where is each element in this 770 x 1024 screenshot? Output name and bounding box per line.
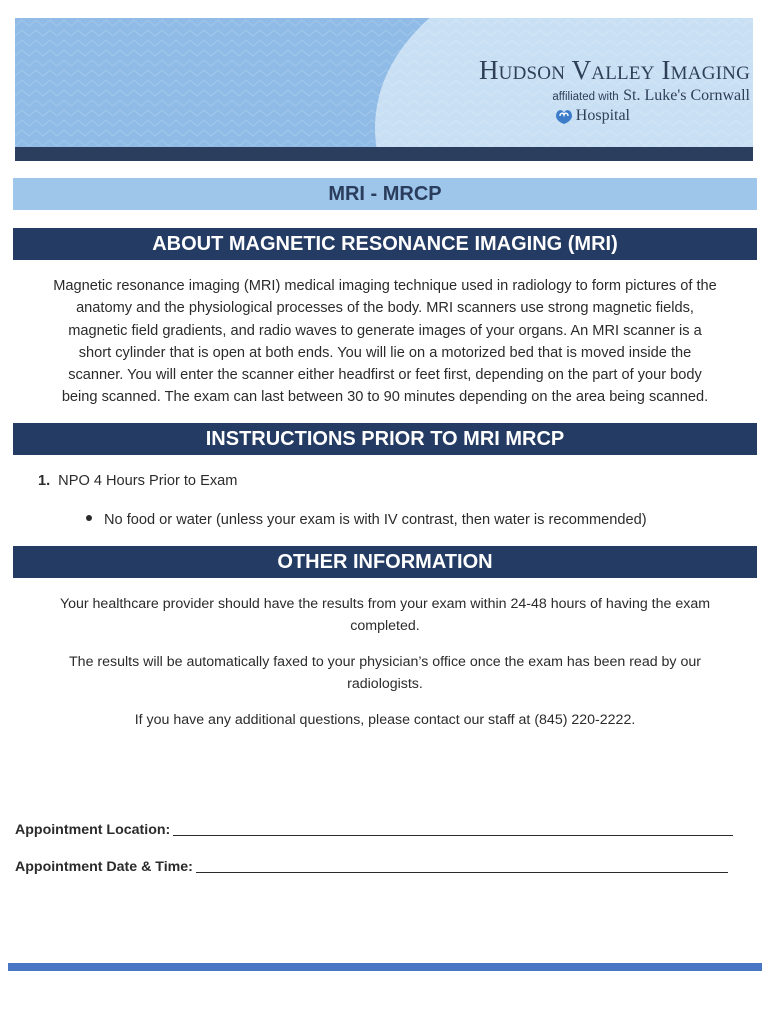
instruction-item <box>38 471 237 491</box>
hospital-word: Hospital <box>575 107 630 124</box>
other-paragraph-results <box>13 593 757 637</box>
other-line: The results will be automatically faxed to your physician’s office once the exam has been read by our <box>69 654 701 670</box>
about-line: anatomy and the physiological processes of the body. MRI scanners use strong magnetic fields, <box>76 300 694 317</box>
other-line: radiologists. <box>347 676 423 692</box>
appointment-datetime-label: Appointment Date & Time: <box>15 859 193 875</box>
other-paragraph-contact <box>13 709 757 731</box>
footer-bar <box>8 963 762 971</box>
instruction-number: 1. <box>38 473 51 489</box>
appointment-datetime-field[interactable] <box>196 872 728 873</box>
affiliation-hospital-line2 <box>410 106 750 126</box>
document-title: MRI - MRCP <box>328 183 442 205</box>
other-line: If you have any additional questions, please contact our staff at (845) 220-2222. <box>134 712 636 728</box>
affiliation-hospital: St. Luke's Cornwall <box>623 87 750 104</box>
header-banner <box>15 18 753 148</box>
section-heading-other: OTHER INFORMATION <box>277 551 493 573</box>
instruction-bullet <box>86 510 647 530</box>
appointment-location-label: Appointment Location: <box>15 822 171 838</box>
appointment-datetime-row <box>15 857 728 877</box>
affiliation-prefix: affiliated with <box>552 91 619 103</box>
appointment-location-field[interactable] <box>173 835 733 836</box>
brand-affiliation <box>410 87 750 106</box>
about-line: short cylinder that is open at both ends. You will lie on a motorized bed that is moved inside the <box>78 344 692 361</box>
appointment-location-row <box>15 820 733 840</box>
section-heading-about: ABOUT MAGNETIC RESONANCE IMAGING (MRI) <box>152 233 618 255</box>
section-heading-instructions: INSTRUCTIONS PRIOR TO MRI MRCP <box>205 428 565 450</box>
other-paragraph-fax <box>13 651 757 695</box>
section-header-about <box>13 228 757 260</box>
hospital-logo-icon <box>554 107 574 125</box>
document-title-bar <box>13 178 757 210</box>
section-header-instructions <box>13 423 757 455</box>
bullet-icon <box>86 515 92 521</box>
about-line: Magnetic resonance imaging (MRI) medical imaging technique used in radiology to form pictures of the <box>53 278 717 294</box>
instruction-text: NPO 4 Hours Prior to Exam <box>58 473 238 489</box>
section-header-other <box>13 546 757 578</box>
other-line: completed. <box>350 618 420 634</box>
about-line: being scanned. The exam can last between 30 to 90 minutes depending on the area being scanned. <box>61 389 709 406</box>
instruction-bullet-text: No food or water (unless your exam is with IV contrast, then water is recommended) <box>104 512 647 528</box>
banner-bottom-bar <box>15 147 753 161</box>
about-line: scanner. You will enter the scanner either headfirst or feet first, depending on the part of your body <box>68 367 702 384</box>
brand-name: Hudson Valley Imaging <box>478 55 750 85</box>
brand-logo <box>410 55 750 126</box>
other-line: Your healthcare provider should have the results from your exam within 24-48 hours of having the exam <box>59 596 711 612</box>
about-line: magnetic field gradients, and radio waves to generate images of your organs. An MRI scanner is a <box>68 322 702 339</box>
about-paragraph <box>13 275 757 409</box>
